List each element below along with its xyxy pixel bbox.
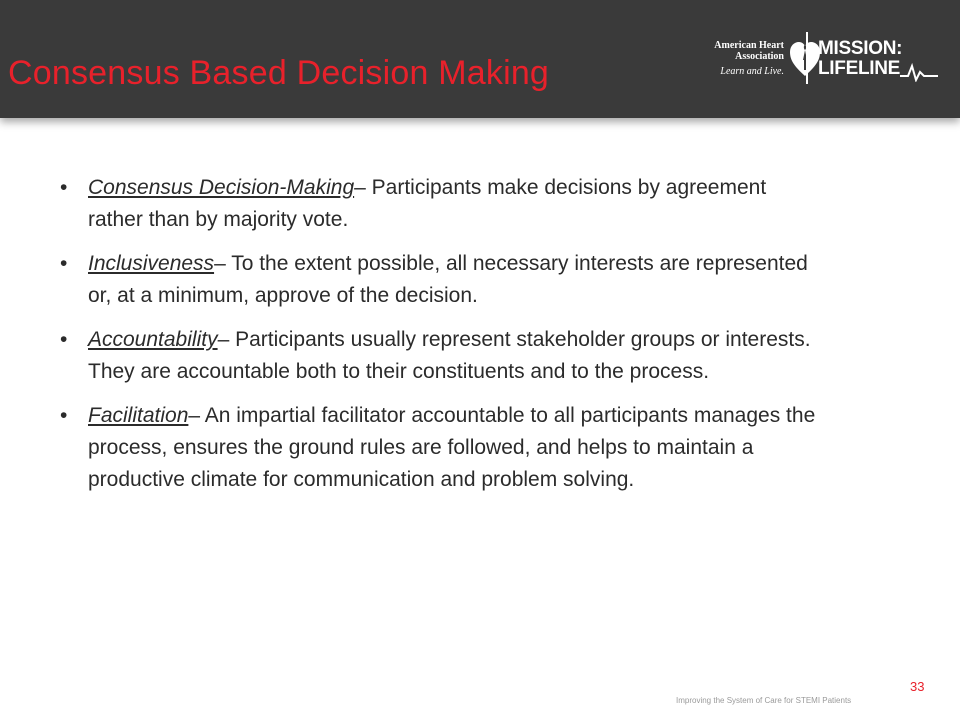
slide-title: Consensus Based Decision Making [8, 54, 550, 92]
bullet-term: Consensus Decision-Making [88, 176, 355, 199]
bullet-item [60, 324, 820, 388]
mission-lifeline-logo [818, 38, 938, 84]
aha-name [692, 40, 784, 62]
bullet-item [60, 400, 820, 496]
bullet-term: Inclusiveness [88, 252, 215, 275]
slide-header [0, 0, 960, 118]
bullet-list [60, 172, 820, 508]
footer-text: Improving the System of Care for STEMI Patients [676, 696, 852, 705]
heart-torch-icon [788, 38, 822, 78]
bullet-text: – Participants make decisions by agreement rather than by majority vote. [88, 176, 767, 231]
mission-lifeline-line2: LIFELINE [818, 58, 901, 79]
aha-tagline: Learn and Live. [720, 66, 784, 77]
bullet-text: – Participants usually represent stakeholder groups or interests. They are accountable both to their constituents and to the process. [88, 328, 811, 383]
bullet-dot: • [60, 176, 68, 199]
american-heart-association-logo [692, 36, 822, 84]
bullet-dot: • [60, 404, 68, 427]
bullet-item [60, 172, 820, 236]
aha-name-line1: American Heart [714, 40, 784, 51]
bullet-term: Accountability [88, 328, 218, 351]
bullet-item [60, 248, 820, 312]
mission-lifeline-line1: MISSION: [818, 38, 903, 59]
page-number: 33 [910, 679, 925, 694]
bullet-text: – An impartial facilitator accountable to all participants manages the process, ensures the ground rules are followed, and helps to maintain a productive climate for communication and problem solving. [88, 404, 816, 491]
bullet-term: Facilitation [88, 404, 189, 427]
bullet-dot: • [60, 252, 68, 275]
logo-divider [806, 32, 808, 84]
bullet-text: – To the extent possible, all necessary interests are represented or, at a minimum, approve of the decision. [88, 252, 808, 307]
heartbeat-pulse-icon [900, 62, 938, 82]
aha-name-line2: Association [735, 51, 784, 62]
bullet-dot: • [60, 328, 68, 351]
